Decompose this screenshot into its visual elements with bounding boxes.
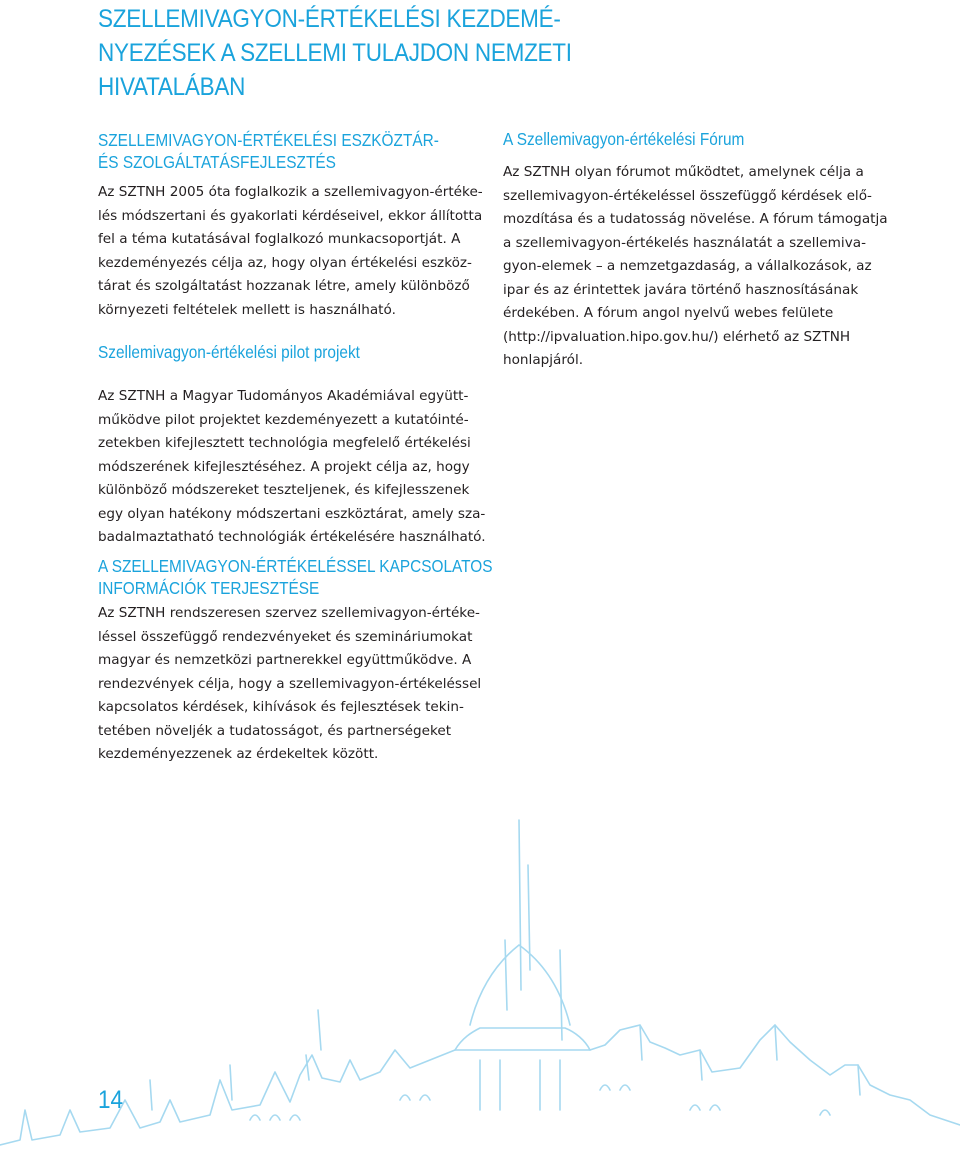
title-line: NYEZÉSEK A SZELLEMI TULAJDON NEMZETI bbox=[98, 39, 572, 67]
body-line: Az SZTNH 2005 óta foglalkozik a szellemivagyon-értéke- bbox=[98, 184, 483, 200]
body-line: kezdeményezés célja az, hogy olyan értékelési eszköz- bbox=[98, 254, 472, 271]
body-line: különböző módszereket teszteljenek, és kifejlesszenek bbox=[98, 482, 470, 498]
section-subheading: A Szellemivagyon-értékelési Fórum bbox=[503, 129, 745, 149]
body-line: kezdeményezzenek az érdekeltek között. bbox=[98, 746, 379, 762]
section-heading bbox=[98, 555, 493, 599]
section-forum bbox=[503, 128, 888, 373]
body-line: badalmaztatható technológiák értékelésére használható. bbox=[98, 529, 486, 545]
body-line: módszerének kifejlesztéséhez. A projekt célja az, hogy bbox=[98, 458, 470, 475]
body-line: Az SZTNH rendszeresen szervez szellemivagyon-értéke- bbox=[98, 605, 480, 621]
title-line: SZELLEMIVAGYON-ÉRTÉKELÉSI KEZDEMÉ- bbox=[98, 5, 561, 33]
body-line: magyar és nemzetközi partnerekkel együttműködve. A bbox=[98, 652, 472, 668]
body-line: mozdítása és a tudatosság növelése. A fórum támogatja bbox=[503, 211, 888, 227]
body-line: zetekben kifejlesztett technológia megfelelő értékelési bbox=[98, 435, 471, 451]
section-dissemination bbox=[98, 555, 493, 767]
heading-line: ÉS SZOLGÁLTATÁSFEJLESZTÉS bbox=[98, 152, 336, 172]
body-line: környezeti feltételek mellett is használható. bbox=[98, 301, 396, 318]
parliament-skyline-illustration bbox=[0, 810, 960, 1167]
page-number: 14 bbox=[98, 1086, 124, 1114]
body-line: érdekében. A fórum angol nyelvű webes felülete bbox=[503, 305, 834, 321]
body-line: léssel összefüggő rendezvényeket és szemináriumokat bbox=[98, 628, 473, 645]
section-subheading: Szellemivagyon-értékelési pilot projekt bbox=[98, 342, 360, 362]
section-heading bbox=[98, 129, 439, 173]
title-line: HIVATALÁBAN bbox=[98, 73, 246, 101]
body-line: tárat és szolgáltatást hozzanak létre, amely különböző bbox=[98, 278, 470, 294]
body-line: működve pilot projektet kezdeményezett a kutatóinté- bbox=[98, 411, 469, 428]
body-line: gyon-elemek – a nemzetgazdaság, a vállalkozások, az bbox=[503, 258, 872, 274]
section-body bbox=[98, 385, 486, 550]
section-body bbox=[98, 181, 483, 322]
body-line: rendezvények célja, hogy a szellemivagyon-értékeléssel bbox=[98, 675, 482, 692]
section-pilot-project bbox=[98, 341, 486, 550]
body-line: tetében növeljék a tudatosságot, és partnerségeket bbox=[98, 722, 452, 739]
heading-line: INFORMÁCIÓK TERJESZTÉSE bbox=[98, 578, 320, 598]
heading-line: SZELLEMIVAGYON-ÉRTÉKELÉSI ESZKÖZTÁR- bbox=[98, 130, 439, 150]
heading-line: A SZELLEMIVAGYON-ÉRTÉKELÉSSEL KAPCSOLATOS bbox=[98, 556, 493, 576]
body-line: Az SZTNH olyan fórumot működtet, amelynek célja a bbox=[503, 164, 864, 180]
body-line: egy olyan hatékony módszertani eszköztárat, amely sza- bbox=[98, 505, 486, 522]
body-line: fel a téma kutatásával foglalkozó munkacsoportját. A bbox=[98, 231, 461, 247]
page-title bbox=[98, 2, 572, 104]
body-line: kapcsolatos kérdések, kihívások és fejlesztések tekin- bbox=[98, 699, 464, 715]
body-line: Az SZTNH a Magyar Tudományos Akadémiával együtt- bbox=[98, 388, 469, 404]
body-line: szellemivagyon-értékeléssel összefüggő kérdések elő- bbox=[503, 187, 872, 204]
section-toolbox bbox=[98, 129, 483, 322]
body-line: a szellemivagyon-értékelés használatát a szellemiva- bbox=[503, 234, 866, 251]
section-body bbox=[98, 602, 482, 767]
body-line: lés módszertani és gyakorlati kérdéseivel, ekkor állította bbox=[98, 207, 483, 224]
section-body bbox=[503, 161, 888, 373]
body-line: honlapjáról. bbox=[503, 352, 584, 368]
body-line: ipar és az érintettek javára történő hasznosításának bbox=[503, 281, 859, 298]
body-line-url: (http://ipvaluation.hipo.gov.hu/) elérhető az SZTNH bbox=[503, 328, 851, 345]
